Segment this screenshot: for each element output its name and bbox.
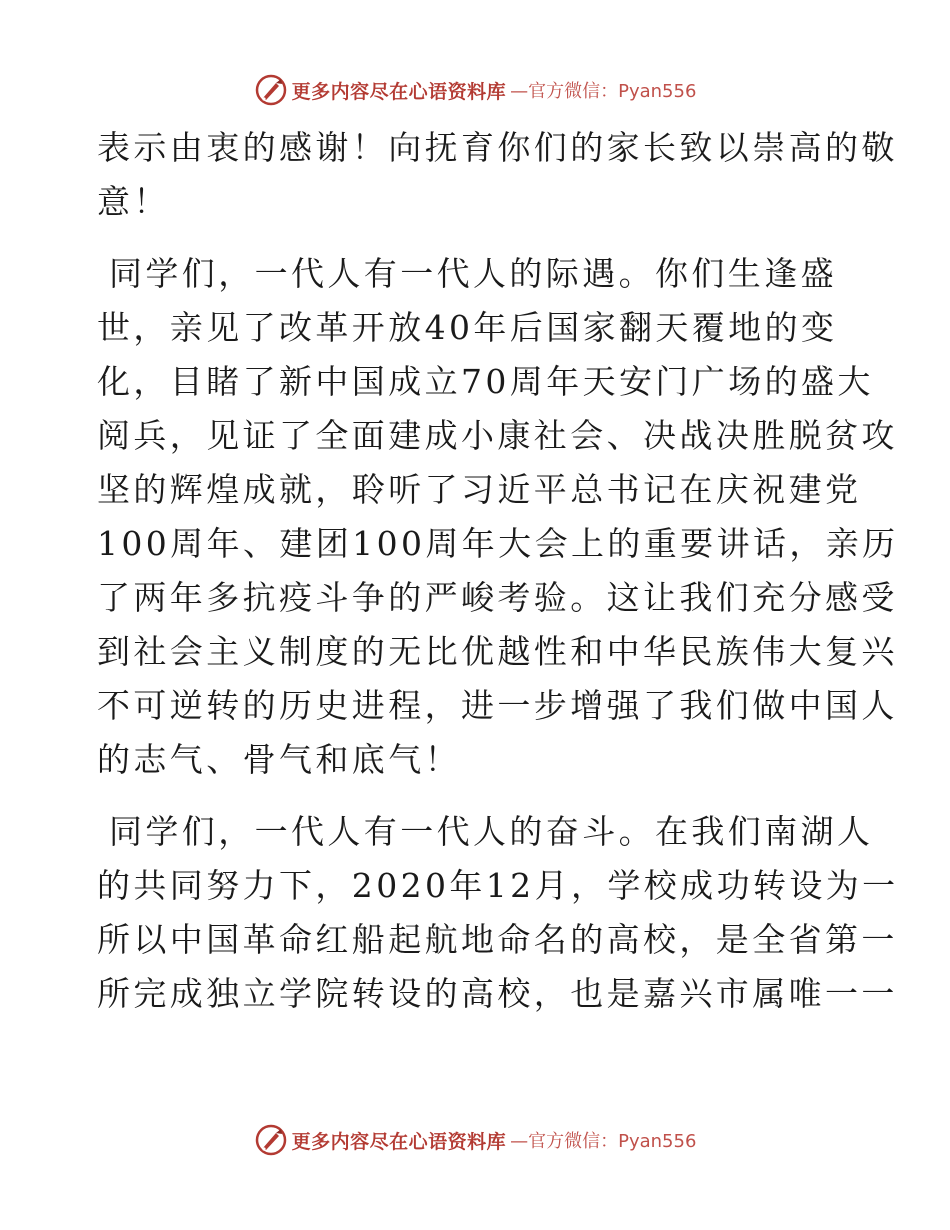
text-line: 的志气、骨气和底气！ — [97, 740, 461, 779]
text-line: 同学们，一代人有一代人的奋斗。在我们南湖人 — [109, 812, 874, 851]
text-line: 所以中国革命红船起航地命名的高校，是全省第一 — [97, 920, 898, 959]
paragraph — [97, 805, 899, 1021]
paragraph — [97, 247, 899, 787]
text-line: 坚的辉煌成就，聆听了习近平总书记在庆祝建党 — [97, 470, 862, 509]
text-line: 的共同努力下，2020年12月，学校成功转设为一 — [97, 866, 899, 905]
text-line: 表示由衷的感谢！向抚育你们的家长致以崇高的敬 — [97, 128, 898, 167]
text-line: 了两年多抗疫斗争的严峻考验。这让我们充分感受 — [97, 578, 898, 617]
text-line: 化，目睹了新中国成立70周年天安门广场的盛大 — [97, 362, 874, 401]
text-line: 不可逆转的历史进程，进一步增强了我们做中国人 — [97, 686, 898, 725]
footer-watermark-banner — [0, 1120, 950, 1160]
document-body — [97, 121, 899, 1021]
banner-main-text: 更多内容尽在心语资料库 — [291, 1130, 507, 1153]
quill-pen-logo-icon — [254, 1123, 288, 1157]
banner-main-text: 更多内容尽在心语资料库 — [291, 80, 507, 103]
text-line: 意！ — [97, 182, 170, 221]
banner-wechat-text: —官方微信：Pyan556 — [510, 1131, 697, 1152]
text-line: 世，亲见了改革开放40年后国家翻天覆地的变 — [97, 308, 838, 347]
text-line: 同学们，一代人有一代人的际遇。你们生逢盛 — [109, 254, 837, 293]
text-line: 所完成独立学院转设的高校，也是嘉兴市属唯一一 — [97, 974, 898, 1013]
text-line: 阅兵，见证了全面建成小康社会、决战决胜脱贫攻 — [97, 416, 898, 455]
paragraph — [97, 121, 898, 229]
text-line: 到社会主义制度的无比优越性和中华民族伟大复兴 — [97, 632, 898, 671]
quill-pen-logo-icon — [254, 73, 288, 107]
banner-wechat-text: —官方微信：Pyan556 — [510, 81, 697, 102]
header-watermark-banner — [0, 70, 950, 110]
text-line: 100周年、建团100周年大会上的重要讲话，亲历 — [97, 524, 899, 563]
